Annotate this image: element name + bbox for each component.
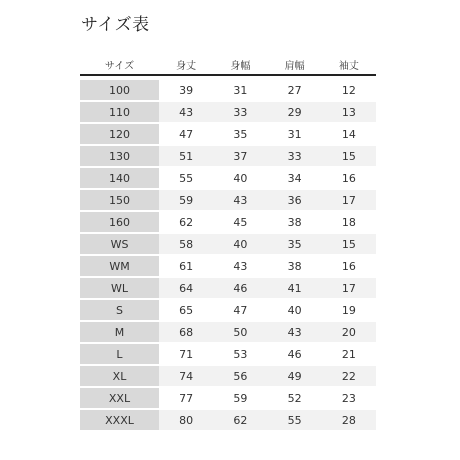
cell-size: L [80, 344, 159, 366]
cell-size: 130 [80, 146, 159, 168]
cell-body-length: 80 [159, 410, 213, 432]
table-row [80, 256, 376, 278]
cell-size: M [80, 322, 159, 344]
cell-sleeve-length: 20 [322, 322, 376, 344]
cell-body-length: 65 [159, 300, 213, 322]
table-row [80, 168, 376, 190]
cell-body-length: 58 [159, 234, 213, 256]
table-row [80, 76, 376, 102]
cell-body-length: 59 [159, 190, 213, 212]
table-row [80, 124, 376, 146]
cell-body-length: 51 [159, 146, 213, 168]
cell-sleeve-length: 18 [322, 212, 376, 234]
header-body-length: 身丈 [159, 54, 213, 76]
table-body [80, 76, 376, 432]
cell-body-length: 55 [159, 168, 213, 190]
cell-shoulder-width: 43 [268, 322, 322, 344]
cell-body-width: 45 [213, 212, 267, 234]
header-sleeve-length: 袖丈 [322, 54, 376, 76]
table-row [80, 388, 376, 410]
cell-body-width: 40 [213, 234, 267, 256]
cell-body-length: 64 [159, 278, 213, 300]
table-row [80, 322, 376, 344]
cell-size: 150 [80, 190, 159, 212]
cell-sleeve-length: 16 [322, 168, 376, 190]
cell-shoulder-width: 34 [268, 168, 322, 190]
cell-body-length: 43 [159, 102, 213, 124]
cell-shoulder-width: 29 [268, 102, 322, 124]
cell-sleeve-length: 16 [322, 256, 376, 278]
cell-size: WM [80, 256, 159, 278]
page-title: サイズ表 [81, 15, 150, 35]
cell-body-width: 43 [213, 190, 267, 212]
cell-body-length: 68 [159, 322, 213, 344]
cell-body-length: 39 [159, 76, 213, 102]
cell-body-length: 47 [159, 124, 213, 146]
cell-shoulder-width: 38 [268, 256, 322, 278]
header-size: サイズ [80, 54, 159, 76]
cell-size: 100 [80, 76, 159, 102]
cell-shoulder-width: 31 [268, 124, 322, 146]
cell-size: WL [80, 278, 159, 300]
cell-size: XXL [80, 388, 159, 410]
cell-body-length: 71 [159, 344, 213, 366]
cell-shoulder-width: 40 [268, 300, 322, 322]
table-row [80, 410, 376, 432]
cell-size: 160 [80, 212, 159, 234]
table-row [80, 212, 376, 234]
cell-sleeve-length: 15 [322, 234, 376, 256]
cell-sleeve-length: 17 [322, 190, 376, 212]
cell-shoulder-width: 41 [268, 278, 322, 300]
cell-sleeve-length: 17 [322, 278, 376, 300]
cell-body-width: 43 [213, 256, 267, 278]
cell-sleeve-length: 13 [322, 102, 376, 124]
cell-body-width: 47 [213, 300, 267, 322]
header-shoulder-width: 肩幅 [268, 54, 322, 76]
cell-shoulder-width: 36 [268, 190, 322, 212]
cell-shoulder-width: 27 [268, 76, 322, 102]
header-body-width: 身幅 [213, 54, 267, 76]
cell-body-length: 77 [159, 388, 213, 410]
table-row [80, 190, 376, 212]
cell-size: 110 [80, 102, 159, 124]
cell-body-width: 50 [213, 322, 267, 344]
table-row [80, 344, 376, 366]
cell-body-width: 56 [213, 366, 267, 388]
cell-size: WS [80, 234, 159, 256]
cell-body-width: 46 [213, 278, 267, 300]
table-header-row [80, 54, 376, 76]
cell-shoulder-width: 55 [268, 410, 322, 432]
cell-body-width: 59 [213, 388, 267, 410]
cell-shoulder-width: 46 [268, 344, 322, 366]
cell-sleeve-length: 15 [322, 146, 376, 168]
cell-body-length: 74 [159, 366, 213, 388]
cell-body-length: 61 [159, 256, 213, 278]
table-header [80, 54, 376, 76]
cell-sleeve-length: 21 [322, 344, 376, 366]
cell-sleeve-length: 19 [322, 300, 376, 322]
cell-body-width: 31 [213, 76, 267, 102]
cell-size: XL [80, 366, 159, 388]
cell-shoulder-width: 52 [268, 388, 322, 410]
table-row [80, 234, 376, 256]
cell-shoulder-width: 35 [268, 234, 322, 256]
cell-body-length: 62 [159, 212, 213, 234]
cell-sleeve-length: 12 [322, 76, 376, 102]
cell-size: S [80, 300, 159, 322]
table-row [80, 366, 376, 388]
cell-shoulder-width: 38 [268, 212, 322, 234]
size-table [80, 54, 376, 432]
cell-body-width: 62 [213, 410, 267, 432]
table-row [80, 300, 376, 322]
cell-size: XXXL [80, 410, 159, 432]
cell-body-width: 35 [213, 124, 267, 146]
cell-shoulder-width: 49 [268, 366, 322, 388]
cell-sleeve-length: 28 [322, 410, 376, 432]
table-row [80, 278, 376, 300]
cell-shoulder-width: 33 [268, 146, 322, 168]
cell-sleeve-length: 14 [322, 124, 376, 146]
cell-size: 140 [80, 168, 159, 190]
cell-body-width: 53 [213, 344, 267, 366]
table-row [80, 102, 376, 124]
cell-sleeve-length: 23 [322, 388, 376, 410]
cell-size: 120 [80, 124, 159, 146]
cell-body-width: 40 [213, 168, 267, 190]
table-row [80, 146, 376, 168]
cell-body-width: 33 [213, 102, 267, 124]
cell-sleeve-length: 22 [322, 366, 376, 388]
cell-body-width: 37 [213, 146, 267, 168]
